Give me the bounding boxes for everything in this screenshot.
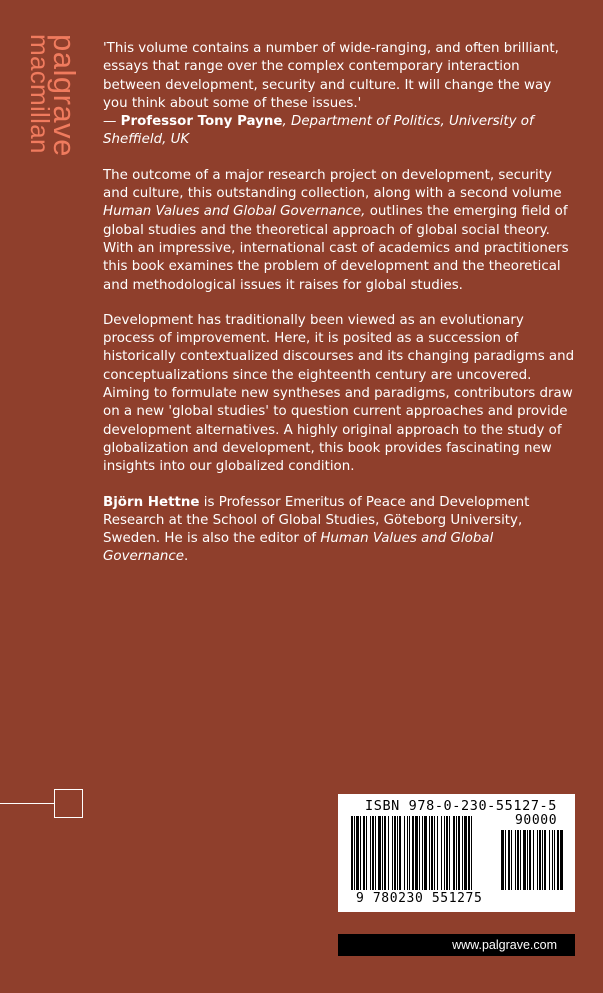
description-paragraph-1: The outcome of a major research project on development, security and culture, this outstanding collection, along with a second volume Human Values and Global Governance, outlines the emerging field of global studies and the theoretical approach of global social theory. With an impressive, international cast of academics and practitioners this book examines the problem of development and the theoretical and methodological issues it raises for global studies. xyxy=(103,167,569,293)
barcode-bar xyxy=(415,816,418,890)
addon-bar xyxy=(527,830,528,890)
logo-macmillan-word: macmillan xyxy=(25,34,55,154)
addon-bar xyxy=(544,830,546,890)
addon-bar xyxy=(554,830,555,890)
ean-number: 9 780230 551275 xyxy=(356,891,483,906)
barcode-bar xyxy=(409,816,410,890)
barcode-bar xyxy=(384,816,386,890)
author-bio-volume-title: Human Values and Global Governance xyxy=(103,531,494,565)
addon-bar xyxy=(523,830,526,890)
barcode-bar xyxy=(458,816,460,890)
barcode-bar xyxy=(378,816,381,890)
addon-bar xyxy=(520,830,521,890)
addon-bar xyxy=(542,830,543,890)
barcode-bar xyxy=(422,816,423,890)
barcode-bar xyxy=(446,816,448,890)
barcode-bar xyxy=(399,816,401,890)
barcode-bar xyxy=(429,816,430,890)
price-code: 90000 xyxy=(515,813,558,828)
barcode-bar xyxy=(441,816,442,890)
author-name: Björn Hettne xyxy=(103,494,200,510)
logo-palgrave-word: palgrave xyxy=(47,34,82,157)
review-quote xyxy=(103,40,578,150)
addon-bar xyxy=(501,830,504,890)
companion-volume-title: Human Values and Global Governance, xyxy=(103,204,366,220)
addon-bar xyxy=(537,830,538,890)
publisher-logo xyxy=(18,34,80,194)
barcode-bar xyxy=(431,816,433,890)
addon-bar xyxy=(515,830,516,890)
barcode-bar xyxy=(404,816,405,890)
author-bio: Björn Hettne is Professor Emeritus of Peace and Development Research at the School of Global Studies, Göteborg University, Sweden. He is also the editor of Human Values and Global Governance. xyxy=(103,494,530,565)
decorative-rule xyxy=(0,803,54,804)
barcode-bar xyxy=(456,816,457,890)
decorative-square xyxy=(54,789,83,818)
addon-bar xyxy=(511,830,512,890)
barcode-bar xyxy=(351,816,353,890)
addon-bar xyxy=(508,830,510,890)
isbn-label: ISBN 978-0-230-55127-5 xyxy=(365,798,558,814)
barcode-bar xyxy=(363,816,365,890)
barcode-bar xyxy=(360,816,361,890)
barcode-bar xyxy=(424,816,427,890)
barcode-bar xyxy=(437,816,438,890)
barcode-bar xyxy=(382,816,383,890)
barcode-bar xyxy=(412,816,414,890)
barcode-bar xyxy=(354,816,355,890)
barcode-bar xyxy=(434,816,435,890)
barcode-bar xyxy=(407,816,408,890)
addon-bar xyxy=(557,830,559,890)
website-url: www.palgrave.com xyxy=(452,938,557,952)
reviewer-affiliation: , Department of Politics, University of Sheffield, UK xyxy=(103,114,534,148)
quote-text: 'This volume contains a number of wide-ranging, and often brilliant, essays that range over the complex contemporary interaction between development, security and culture. It will change the way you think about some of these issues.' xyxy=(103,41,559,111)
addon-bar xyxy=(505,830,506,890)
addon-bar xyxy=(529,830,531,890)
barcode-bar xyxy=(471,816,472,890)
barcode-bar xyxy=(468,816,470,890)
description-paragraph-2: Development has traditionally been viewed as an evolutionary process of improvement. Here, it is posited as a succession of historically contextualized discourses and its changing paradigms and conceptualizations since the eighteenth century are uncovered. Aiming to formulate new syntheses and paradigms, contributors draw on a new 'global studies' to question current approaches and provide development alternatives. A highly original approach to the study of globalization and development, this book provides fascinating new insights into our globalized condition. xyxy=(103,312,575,475)
addon-bar xyxy=(549,830,550,890)
barcode-bar xyxy=(464,816,467,890)
addon-bar xyxy=(533,830,534,890)
barcode-bar xyxy=(449,816,450,890)
reviewer-name: Professor Tony Payne xyxy=(120,114,283,130)
barcode-bar xyxy=(453,816,455,890)
addon-bar xyxy=(552,830,553,890)
website-bar xyxy=(338,934,575,956)
barcode-bar xyxy=(419,816,420,890)
barcode-bar xyxy=(375,816,376,890)
quote-attribution: — Professor Tony Payne, Department of Politics, University of Sheffield, UK xyxy=(103,114,534,148)
barcode-bar xyxy=(462,816,463,890)
barcode-bar xyxy=(388,816,389,890)
addon-bar xyxy=(517,830,519,890)
addon-bar xyxy=(560,830,563,890)
barcode-bar xyxy=(366,816,367,890)
barcode-bar xyxy=(444,816,445,890)
barcode-panel xyxy=(338,794,575,912)
barcode-bar xyxy=(394,816,396,890)
back-cover-text xyxy=(103,40,578,584)
barcode-bar xyxy=(397,816,398,890)
addon-bar xyxy=(539,830,541,890)
barcode-bar xyxy=(356,816,359,890)
barcode-bar xyxy=(370,816,371,890)
barcode-bar xyxy=(372,816,374,890)
barcode-bar xyxy=(392,816,393,890)
